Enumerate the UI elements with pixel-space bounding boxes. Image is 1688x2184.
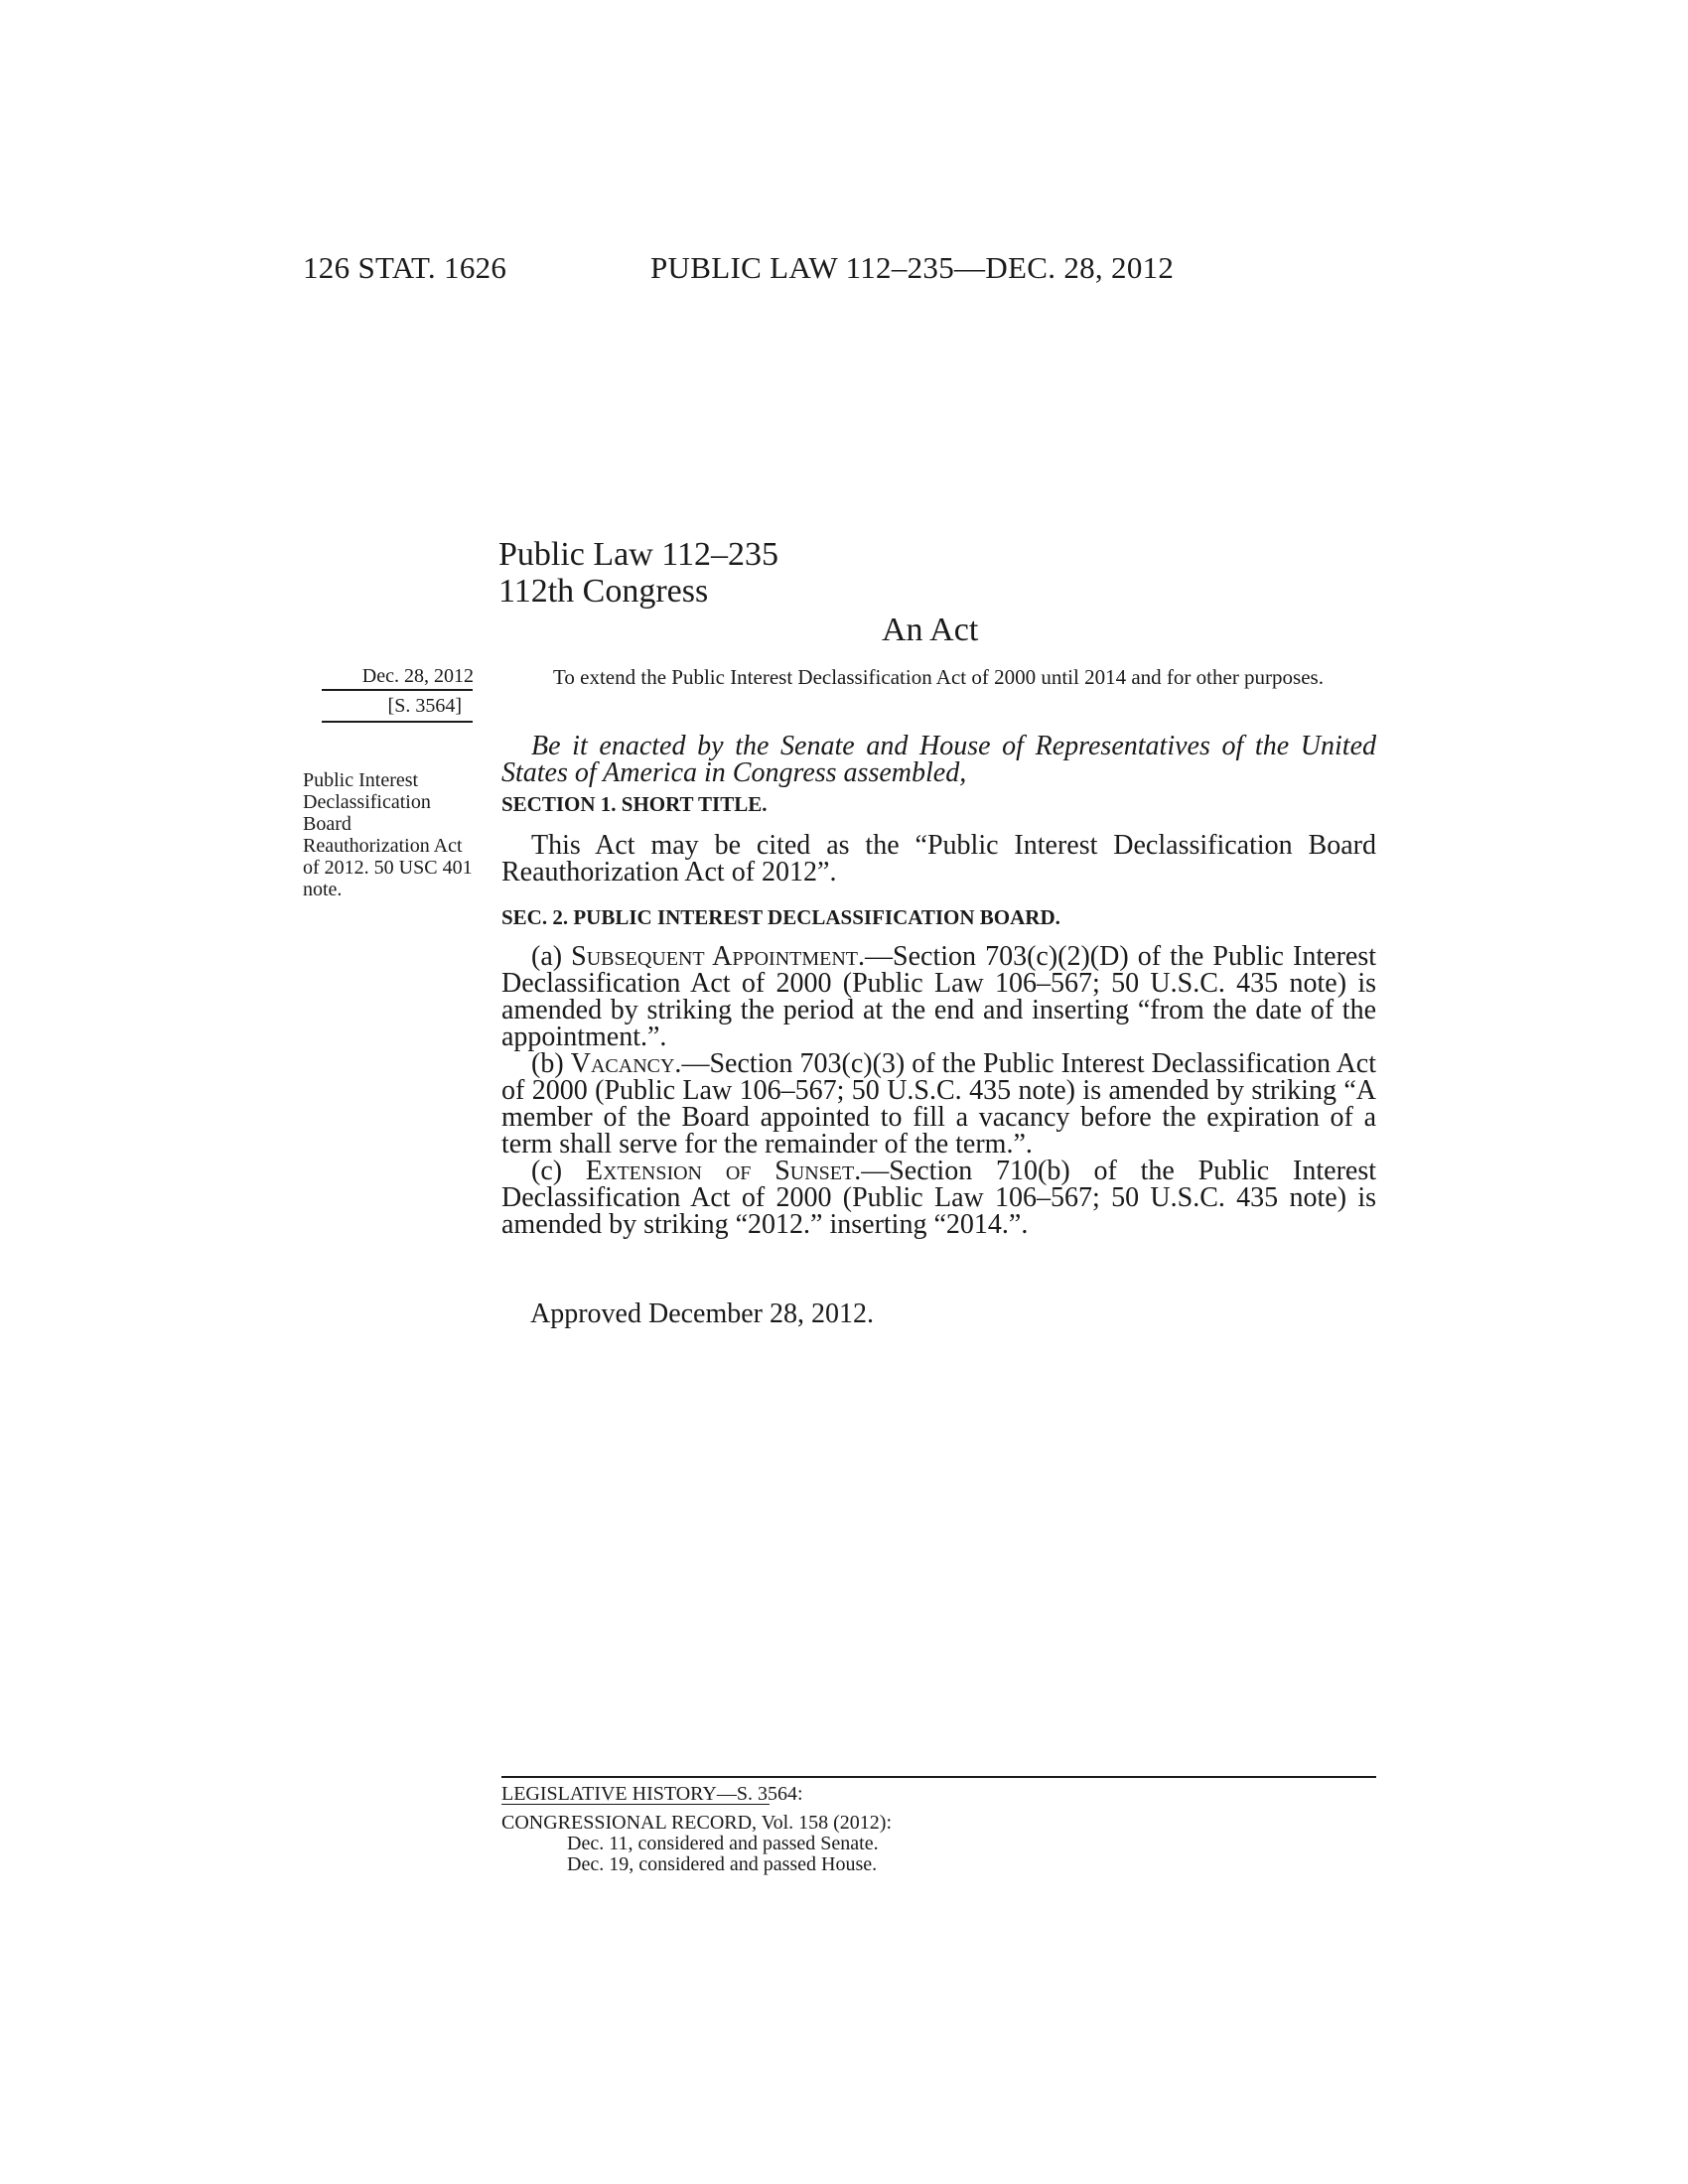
record-entry: Dec. 11, considered and passed Senate.: [567, 1833, 879, 1854]
section-1-body: This Act may be cited as the “Public Interest Declassification Board Reauthorization Act of 2012”.: [501, 830, 1376, 887]
an-act-heading: An Act: [882, 612, 979, 648]
public-law-number: Public Law 112–235: [498, 536, 779, 573]
subsection-c: (c) Extension of Sunset.—Section 710(b) of the Public Interest Declassification Act of 2000 (Public Law 106–567; 50 U.S.C. 435 note) is amended by striking “2012.” inserting “2014.”.: [501, 1156, 1376, 1240]
legislative-history-underline: [501, 1804, 770, 1805]
subsection-b-caption: Vacancy.: [570, 1048, 682, 1079]
margin-divider: [322, 721, 473, 723]
subsection-a: (a) Subsequent Appointment.—Section 703(c)(2)(D) of the Public Interest Declassification Act of 2000 (Public Law 106–567; 50 U.S.C. 435 note) is amended by striking the period at the end and inserting “from the date of the appointment.”.: [501, 941, 1376, 1052]
footnote-divider: [501, 1776, 1376, 1778]
congress-label: 112th Congress: [498, 573, 709, 610]
section-2-body: [501, 943, 1376, 1238]
margin-divider: [322, 689, 473, 691]
stat-reference: 126 STAT. 1626: [303, 250, 507, 285]
act-purpose: To extend the Public Interest Declassification Act of 2000 until 2014 and for other purposes.: [553, 665, 1324, 689]
enacting-clause: Be it enacted by the Senate and House of Representatives of the United States of America in Congress assembled,: [501, 731, 1376, 788]
subsection-c-caption: Extension of Sunset.: [585, 1156, 862, 1186]
running-title: PUBLIC LAW 112–235—DEC. 28, 2012: [650, 250, 1175, 285]
margin-date: Dec. 28, 2012: [361, 665, 474, 687]
margin-bill-number: [S. 3564]: [387, 695, 462, 717]
margin-short-title-note: Public Interest Declassification Board Reauthorization Act of 2012. 50 USC 401 note.: [303, 769, 473, 900]
section-2-heading: SEC. 2. PUBLIC INTEREST DECLASSIFICATION BOARD.: [501, 905, 1060, 929]
approval-line: Approved December 28, 2012.: [530, 1298, 875, 1329]
section-1-heading: SECTION 1. SHORT TITLE.: [501, 792, 768, 816]
subsection-b: (b) Vacancy.—Section 703(c)(3) of the Public Interest Declassification Act of 2000 (Public Law 106–567; 50 U.S.C. 435 note) is amended by striking “A member of the Board appointed to fill a vacancy before the expiration of a term shall serve for the remainder of the term.”.: [501, 1048, 1377, 1160]
record-entry: Dec. 19, considered and passed House.: [567, 1853, 878, 1875]
subsection-a-caption: Subsequent Appointment.: [571, 941, 866, 972]
congressional-record: CONGRESSIONAL RECORD, Vol. 158 (2012):: [501, 1812, 892, 1834]
legislative-history-title: LEGISLATIVE HISTORY—S. 3564:: [501, 1783, 803, 1805]
